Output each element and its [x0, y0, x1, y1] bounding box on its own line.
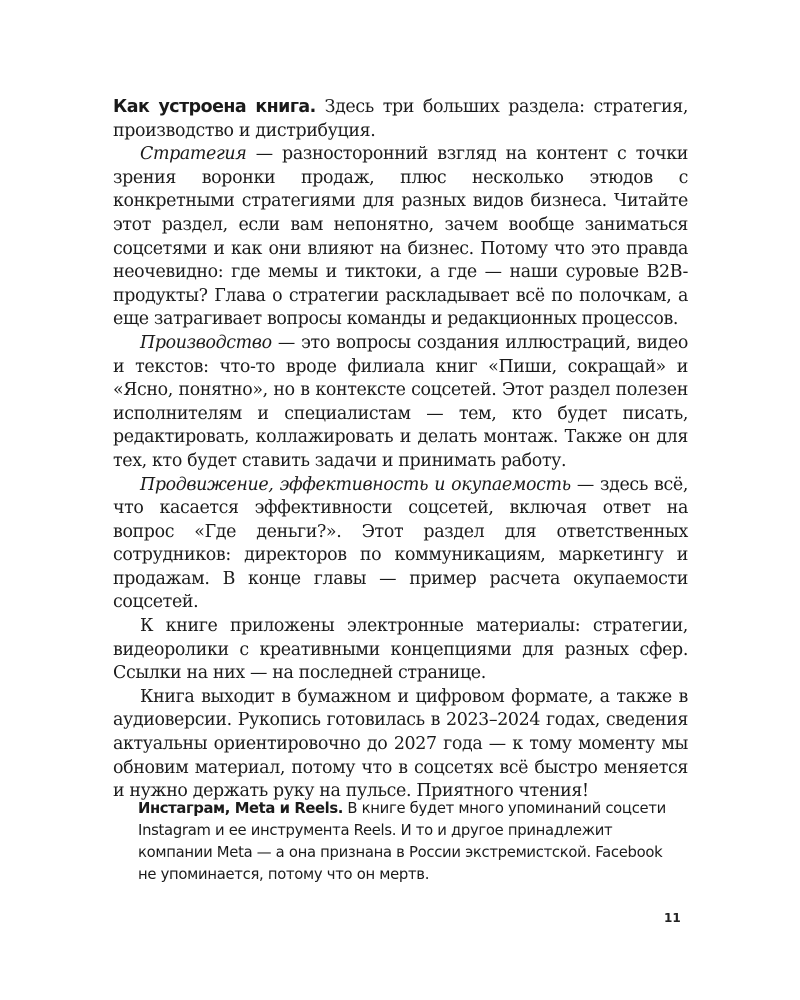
promotion-paragraph [113, 474, 688, 616]
strategy-term: Стратегия [140, 144, 247, 165]
strategy-paragraph [113, 143, 688, 332]
main-text [113, 96, 688, 804]
page-number: 11 [664, 911, 681, 925]
note-text: В книге будет много упоминаний соцсети Instagram и ее инструмента Reels. И то и другое принадлежит компании Meta — а она признана в России экстремистской. Facebook не упоминается, потому что он мертв. [138, 800, 666, 883]
side-note [138, 798, 678, 886]
note-lead: Инстаграм, Meta и Reels. [138, 800, 343, 817]
intro-paragraph [113, 96, 688, 143]
strategy-text: — разносторонний взгляд на контент с точки зрения воронки продаж, плюс несколько этюдов с конкретными стратегиями для разных видов бизнеса. Читайте этот раздел, если вам непонятно, зачем вообще заниматься соцсетями и как они влияют на бизнес. Потому что это правда неочевидно: где мемы и тиктоки, а где — наши суровые B2B-продукты? Глава о стратегии раскладывает всё по полочкам, а еще затрагивает вопросы команды и редакционных процессов. [113, 144, 688, 330]
production-paragraph [113, 332, 688, 474]
promotion-term: Продвижение, эффективность и окупаемость [140, 474, 571, 495]
intro-lead: Как устроена книга. [113, 97, 316, 117]
note-paragraph [138, 798, 678, 886]
production-term: Производство [140, 332, 272, 353]
production-text: — это вопросы создания иллюстраций, видео и текстов: что-то вроде филиала книг «Пиши, сокращай» и «Ясно, понятно», но в контексте соцсетей. Этот раздел полезен исполнителям и специалистам — тем, кто будет писать, редактировать, коллажировать и делать монтаж. Также он для тех, кто будет ставить задачи и принимать работу. [113, 332, 688, 471]
formats-paragraph: Книга выходит в бумажном и цифровом формате, а также в аудиоверсии. Рукопись готовилась в 2023–2024 годах, сведения актуальны ориентировочно до 2027 года — к тому моменту мы обновим материал, потому что в соцсетях всё быстро меняется и нужно держать руку на пульсе. Приятного чтения! [113, 686, 688, 802]
promotion-text: — здесь всё, что касается эффективности соцсетей, включая ответ на вопрос «Где деньги?». Этот раздел для ответственных сотрудников: директоров по коммуникациям, маркетингу и продажам. В конце главы — пример расчета окупаемости соцсетей. [113, 474, 688, 613]
materials-paragraph: К книге приложены электронные материалы: стратегии, видеоролики с креативными концепциями для разных сфер. Ссылки на них — на последней странице. [113, 616, 688, 684]
intro-text: Здесь три больших раздела: стратегия, производство и дистрибуция. [113, 97, 688, 141]
